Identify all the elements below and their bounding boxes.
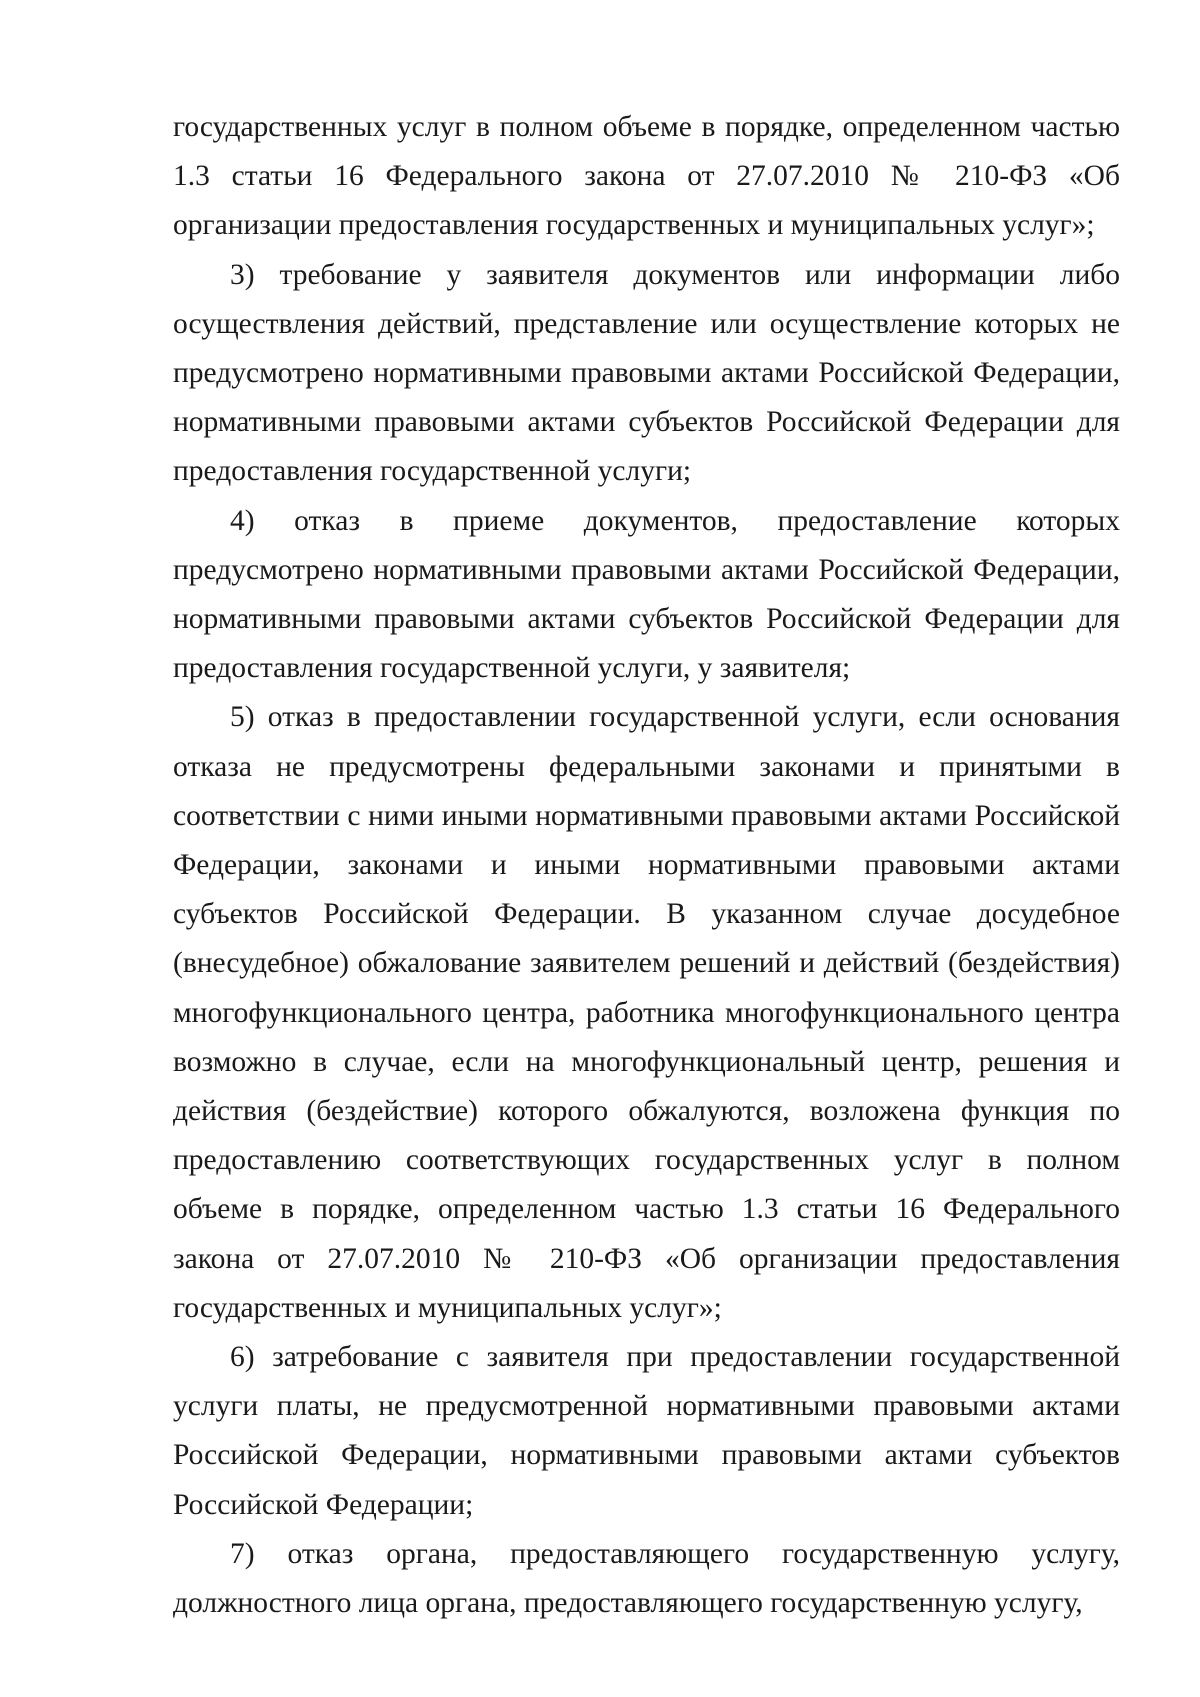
paragraph-item-6: 6) затребование с заявителя при предоставлении государственной услуги платы, не предусмотренной нормативными правовыми актами Российской Федерации, нормативными правовыми актами субъектов Российской Федерации; [173,1341,1120,1521]
paragraph-continuation: государственных услуг в полном объеме в порядке, определенном частью 1.3 статьи 16 Федерального закона от 27.07.2010 № 210-ФЗ «Об организации предоставления государственных и муниципальных услуг»; [173,111,1120,242]
paragraph-item-3: 3) требование у заявителя документов или информации либо осуществления действий, представление или осуществление которых не предусмотрено нормативными правовыми актами Российской Федерации, нормативными правовыми актами субъектов Российской Федерации для предоставления государственной услуги; [173,258,1120,488]
paragraph-item-4: 4) отказ в приеме документов, предоставление которых предусмотрено нормативными правовыми актами Российской Федерации, нормативными правовыми актами субъектов Российской Федерации для предоставления государственной услуги, у заявителя; [173,504,1120,685]
paragraph-item-7: 7) отказ органа, предоставляющего государственную услугу, должностного лица органа, предоставляющего государственную услугу, [173,1537,1120,1620]
document-page [173,103,1120,1628]
paragraph-item-5: 5) отказ в предоставлении государственной услуги, если основания отказа не предусмотрены федеральными законами и принятыми в соответствии с ними иными нормативными правовыми актами Российской Федерации, законами и иными нормативными правовыми актами субъектов Российской Федерации. В указанном случае досудебное (внесудебное) обжалование заявителем решений и действий (бездействия) многофункционального центра, работника многофункционального центра возможно в случае, если на многофункциональный центр, решения и действия (бездействие) которого обжалуются, возложена функция по предоставлению соответствующих государственных услуг в полном объеме в порядке, определенном частью 1.3 статьи 16 Федерального закона от 27.07.2010 № 210-ФЗ «Об организации предоставления государственных и муниципальных услуг»; [173,701,1120,1324]
